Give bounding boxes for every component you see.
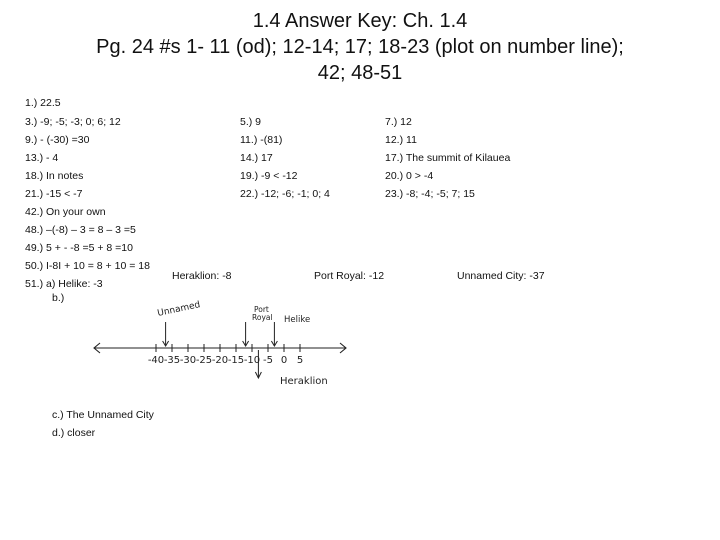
answer-48: 48.) –(-8) – 3 = 8 – 3 =5 bbox=[25, 224, 136, 236]
tick-label: -40 bbox=[147, 355, 165, 366]
answer-19: 19.) -9 < -12 bbox=[240, 170, 298, 182]
answer-14: 14.) 17 bbox=[240, 152, 273, 164]
answer-5: 5.) 9 bbox=[240, 116, 262, 128]
answer-51-unnamed-city: Unnamed City: -37 bbox=[457, 270, 545, 282]
title-line-1: 1.4 Answer Key: Ch. 1.4 bbox=[252, 10, 468, 32]
answer-49: 49.) 5 + - -8 =5 + 8 =10 bbox=[25, 242, 133, 254]
answer-17: 17.) The summit of Kilauea bbox=[385, 152, 511, 164]
answer-18: 18.) In notes bbox=[25, 170, 84, 182]
tick-label: 0 bbox=[280, 355, 288, 366]
answer-21: 21.) -15 < -7 bbox=[25, 188, 83, 200]
answer-51a: 51.) a) Helike: -3 bbox=[25, 278, 103, 290]
answer-12: 12.) 11 bbox=[385, 134, 417, 146]
answer-20: 20.) 0 > -4 bbox=[385, 170, 434, 182]
answer-42: 42.) On your own bbox=[25, 206, 106, 218]
label-royal: Royal bbox=[252, 313, 273, 322]
tick-label: -30 bbox=[179, 355, 197, 366]
answer-7: 7.) 12 bbox=[385, 116, 412, 128]
page-title bbox=[20, 8, 700, 86]
label-heraklion: Heraklion bbox=[280, 376, 328, 387]
title-line-2: Pg. 24 #s 1- 11 (od); 12-14; 17; 18-23 (plot on number line); bbox=[96, 36, 624, 58]
tick-label: -20 bbox=[211, 355, 229, 366]
label-unnamed: Unnamed bbox=[156, 300, 202, 319]
tick-label: -5 bbox=[263, 355, 273, 366]
answer-1: 1.) 22.5 bbox=[25, 97, 61, 109]
answer-3: 3.) -9; -5; -3; 0; 6; 12 bbox=[25, 116, 121, 128]
tick-label: -35 bbox=[163, 355, 181, 366]
tick-label: -15 bbox=[227, 355, 245, 366]
label-helike: Helike bbox=[284, 315, 311, 325]
label-port: Port bbox=[254, 305, 269, 314]
answer-22: 22.) -12; -6; -1; 0; 4 bbox=[240, 188, 330, 200]
tick-label: -25 bbox=[195, 355, 213, 366]
answer-50: 50.) I-8I + 10 = 8 + 10 = 18 bbox=[25, 260, 150, 272]
answer-13: 13.) - 4 bbox=[25, 152, 59, 164]
tick-label: 5 bbox=[296, 355, 304, 366]
answer-9: 9.) - (-30) =30 bbox=[25, 134, 90, 146]
answer-11: 11.) -(81) bbox=[240, 134, 283, 146]
number-line bbox=[90, 300, 350, 390]
title-line-3: 42; 48-51 bbox=[317, 62, 403, 84]
answer-51-port-royal: Port Royal: -12 bbox=[314, 270, 385, 282]
answer-51-heraklion: Heraklion: -8 bbox=[172, 270, 232, 282]
answer-51d: d.) closer bbox=[52, 427, 96, 439]
answer-51b: b.) bbox=[52, 292, 65, 304]
answer-51c: c.) The Unnamed City bbox=[52, 409, 154, 421]
tick-label: -10 bbox=[243, 355, 261, 366]
answer-23: 23.) -8; -4; -5; 7; 15 bbox=[385, 188, 475, 200]
